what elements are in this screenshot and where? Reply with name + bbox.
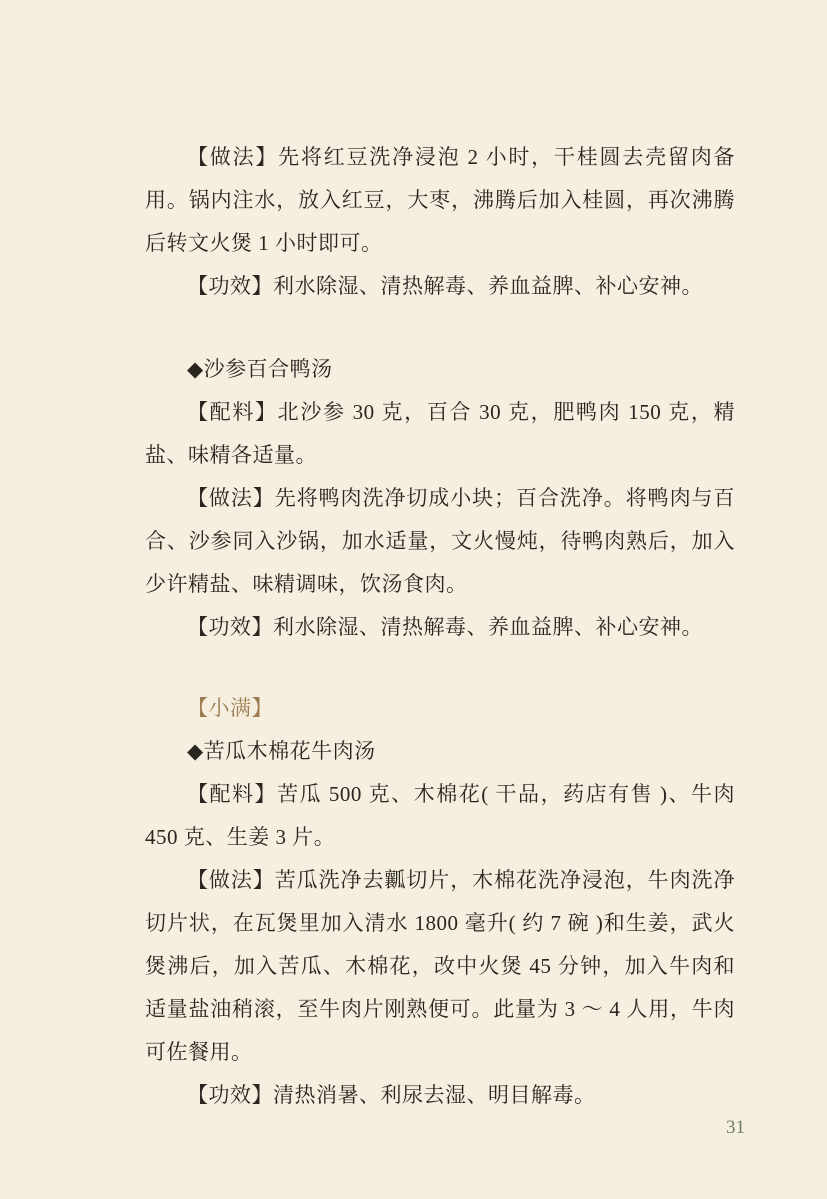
page-content	[145, 136, 735, 1117]
recipe1-effect-paragraph: 【功效】利水除湿、清热解毒、养血益脾、补心安神。	[187, 274, 703, 298]
recipe2-method-paragraph: 【做法】先将鸭肉洗净切成小块；百合洗净。将鸭肉与百合、沙参同入沙锅，加水适量，文火慢炖，待鸭肉熟后，加入少许精盐、味精调味，饮汤食肉。	[145, 486, 735, 596]
recipe3-title: ◆苦瓜木棉花牛肉汤	[187, 739, 376, 763]
page-number: 31	[726, 1117, 745, 1138]
recipe2-effect-paragraph: 【功效】利水除湿、清热解毒、养血益脾、补心安神。	[187, 615, 703, 639]
solar-term-section-heading: 【小满】	[187, 696, 273, 720]
recipe2-title: ◆沙参百合鸭汤	[187, 357, 333, 381]
recipe3-method-paragraph: 【做法】苦瓜洗净去瓤切片，木棉花洗净浸泡，牛肉洗净切片状，在瓦煲里加入清水 1800 毫升( 约 7 碗 )和生姜，武火煲沸后，加入苦瓜、木棉花，改中火煲 45 分钟，加入牛肉和适量盐油稍滚，至牛肉片刚熟便可。此量为 3 ～ 4 人用，牛肉可佐餐用。	[145, 868, 735, 1064]
recipe2-ingredients-paragraph: 【配料】北沙参 30 克，百合 30 克，肥鸭肉 150 克，精盐、味精各适量。	[145, 400, 735, 467]
recipe3-effect-paragraph: 【功效】清热消暑、利尿去湿、明目解毒。	[187, 1083, 596, 1107]
recipe1-method-paragraph: 【做法】先将红豆洗净浸泡 2 小时，干桂圆去壳留肉备用。锅内注水，放入红豆，大枣，沸腾后加入桂圆，再次沸腾后转文火煲 1 小时即可。	[145, 145, 735, 255]
recipe3-ingredients-paragraph: 【配料】苦瓜 500 克、木棉花( 干品，药店有售 )、牛肉 450 克、生姜 3 片。	[145, 782, 736, 849]
